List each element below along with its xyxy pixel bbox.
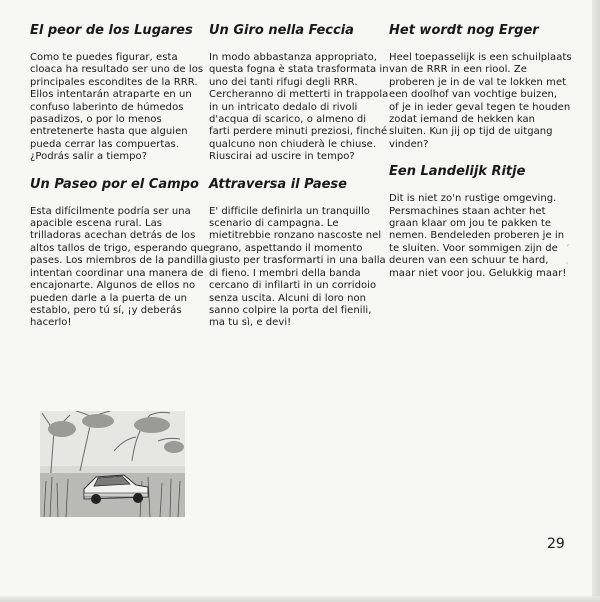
- text-line: giusto per trasformarti in una balla: [209, 255, 386, 267]
- text-line: Heel toepasselijk is een schuilplaats: [389, 52, 572, 63]
- section-heading: El peor de los Lugares: [30, 23, 193, 38]
- section-heading: Un Paseo por el Campo: [30, 176, 199, 192]
- text-line: sanno colpire la porta del fienili,: [209, 304, 372, 316]
- text-line: sluiten. Kun jij op tijd de uitgang: [389, 126, 553, 138]
- text-line: pueden darle a la puerta de un: [30, 292, 187, 304]
- text-line: ¿Podrás salir a tiempo?: [30, 151, 148, 163]
- page-mark: ′: [566, 262, 569, 272]
- countryside-car-illustration: [40, 411, 185, 517]
- text-line: grano, aspettando il momento: [209, 242, 363, 254]
- section-body: [389, 52, 572, 151]
- section-body: [209, 205, 386, 330]
- text-line: proberen je in de val te lokken met: [389, 76, 567, 88]
- text-line: deuren van een schuur te hard,: [389, 255, 549, 267]
- section-body: [389, 193, 567, 280]
- text-line: pasadizos, o por lo menos: [30, 114, 162, 126]
- text-line: mietitrebbie ronzano nascoste nel: [209, 230, 382, 242]
- section-heading: Un Giro nella Feccia: [209, 23, 354, 38]
- text-line: maar niet voor jou. Gelukkig maar!: [389, 267, 567, 279]
- text-line: farti perdere minuti preziosi, finché: [209, 126, 388, 138]
- text-line: altos tallos de trigo, esperando que: [30, 242, 210, 254]
- text-line: pueda cerrar las compuertas.: [30, 138, 180, 150]
- text-line: Riuscirai ad uscire in tempo?: [209, 151, 355, 163]
- column-italian: [209, 22, 389, 342]
- text-line: cloaca ha resultado ser uno de los: [30, 64, 204, 76]
- page-number: 29: [547, 536, 565, 552]
- text-line: Dit is niet zo'n rustige omgeving.: [389, 193, 557, 205]
- text-line: Como te puedes figurar, esta: [30, 52, 178, 63]
- text-line: vinden?: [389, 138, 429, 150]
- text-line: of je in ieder geval tegen te houden: [389, 101, 571, 113]
- text-line: Persmachines staan achter het: [389, 205, 546, 217]
- text-line: cercano di infilarti in un corridoio: [209, 280, 377, 292]
- column-spanish: [30, 22, 210, 342]
- text-line: een doolhof van vochtige buizen,: [389, 89, 558, 101]
- text-line: trilladoras acechan detrás de los: [30, 230, 196, 242]
- text-line: scenario di campagna. Le: [209, 218, 339, 230]
- text-line: hacerlo!: [30, 317, 72, 329]
- page-spine: [592, 0, 600, 602]
- text-line: te sluiten. Voor sommigen zijn de: [389, 242, 558, 254]
- section-heading: Attraversa il Paese: [209, 176, 347, 192]
- column-dutch: [389, 22, 572, 292]
- text-line: nemen. Bendeleden proberen je in: [389, 230, 565, 242]
- text-line: In modo abbastanza appropriato,: [209, 52, 378, 63]
- page-mark: ′: [567, 244, 570, 254]
- text-line: ma tu sì, e devi!: [209, 317, 292, 329]
- section-body: [209, 52, 389, 164]
- text-line: zodat iemand de hekken kan: [389, 114, 536, 126]
- text-line: establo, pero tú sí, ¡y deberás: [30, 304, 182, 316]
- section-body: [30, 205, 210, 330]
- page-bottom-edge: [0, 596, 600, 602]
- text-line: di fieno. I membri della banda: [209, 267, 361, 279]
- text-line: intentan coordinar una manera de: [30, 267, 204, 279]
- text-line: principales escondites de la RRR.: [30, 76, 198, 88]
- text-line: E' difficile definirla un tranquillo: [209, 205, 370, 217]
- text-line: apacible escena rural. Las: [30, 218, 163, 230]
- text-line: questa fogna è stata trasformata in: [209, 64, 389, 76]
- text-line: Cercheranno di metterti in trappola: [209, 89, 389, 101]
- section-heading: Het wordt nog Erger: [389, 23, 539, 38]
- text-line: qualcuno non chiuderà le chiuse.: [209, 138, 377, 150]
- text-line: pases. Los miembros de la pandilla: [30, 255, 208, 267]
- text-line: van de RRR in een riool. Ze: [389, 64, 527, 76]
- section-heading: Een Landelijk Ritje: [389, 164, 526, 180]
- text-line: confuso laberinto de húmedos: [30, 101, 184, 113]
- text-line: d'acqua di scarico, o almeno di: [209, 114, 367, 126]
- text-line: in un intricato dedalo di rivoli: [209, 101, 358, 113]
- text-line: Esta difícilmente podría ser una: [30, 205, 191, 217]
- text-line: entretenerte hasta que alguien: [30, 126, 188, 138]
- text-line: graan klaar om jou te pakken te: [389, 218, 552, 230]
- text-line: Ellos intentarán atraparte en un: [30, 89, 192, 101]
- text-line: uno dei tanti rifugi degli RRR.: [209, 76, 358, 88]
- text-line: senza uscita. Alcuni di loro non: [209, 292, 367, 304]
- section-body: [30, 52, 204, 164]
- text-line: encajonarte. Algunos de ellos no: [30, 280, 196, 292]
